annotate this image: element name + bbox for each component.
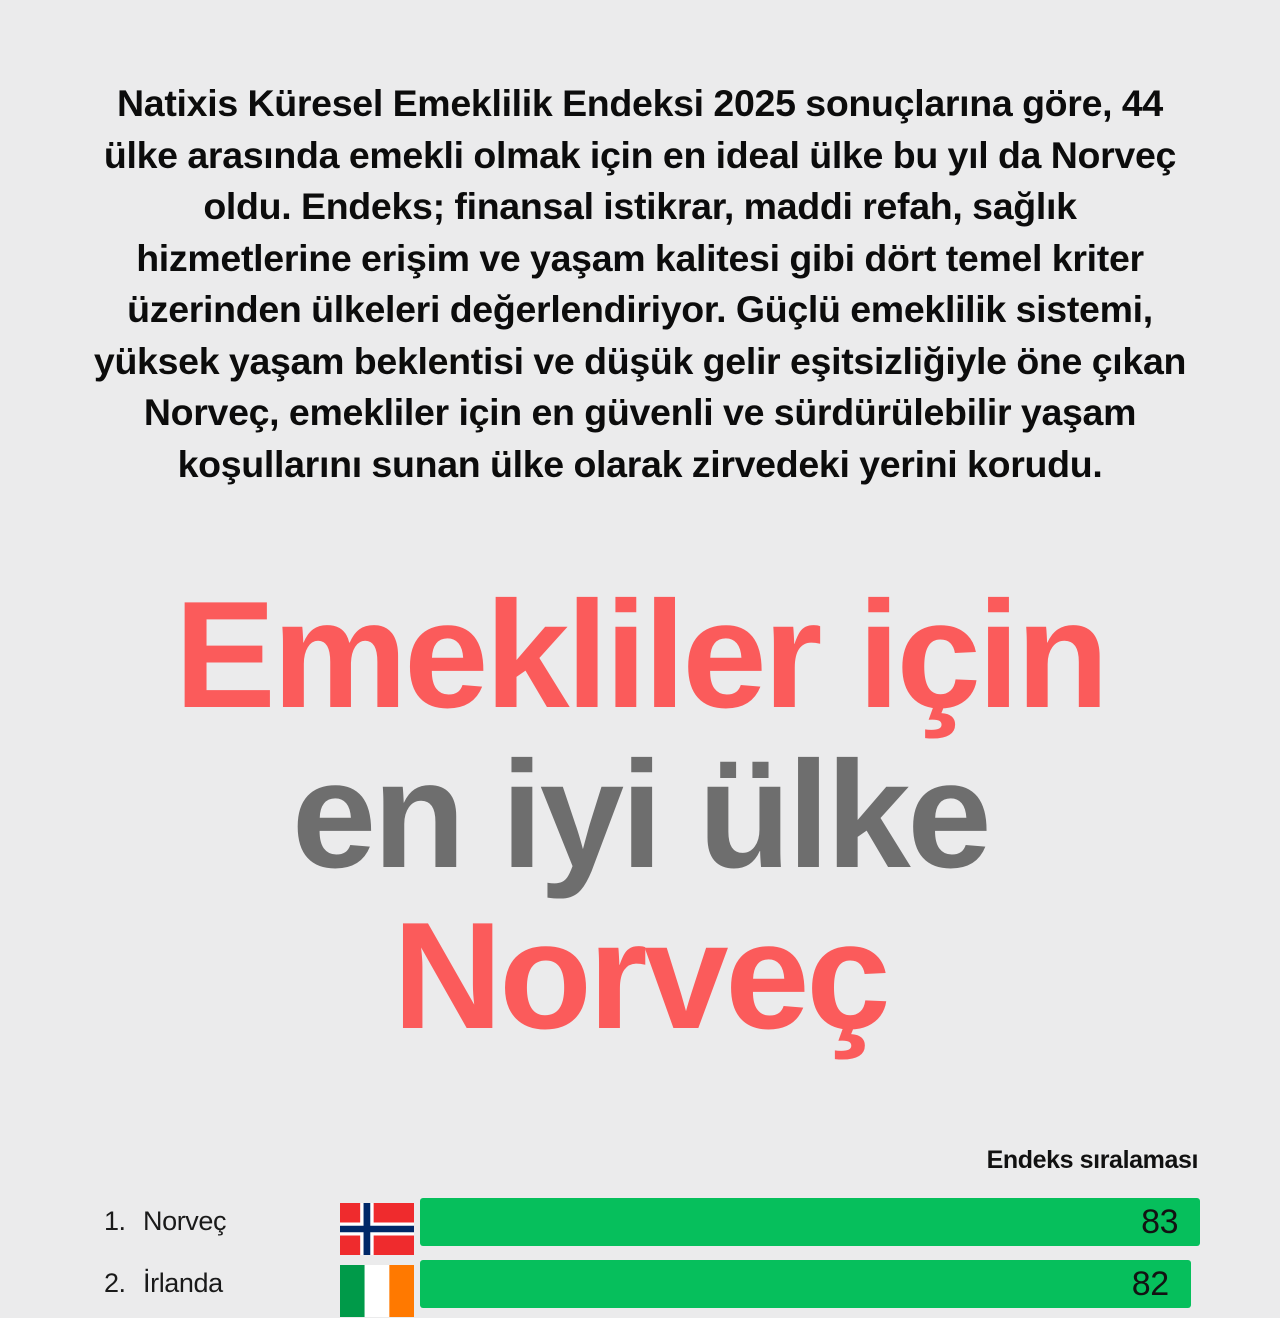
headline-line-3: Norveç: [392, 891, 888, 1061]
table-row: [0, 1194, 1280, 1249]
bar-value-label: 83: [1141, 1203, 1178, 1241]
ireland-flag-icon: [340, 1265, 414, 1317]
value-bar: [420, 1260, 1191, 1308]
bar-track: [420, 1198, 1200, 1246]
headline-line-2: en iyi ülke: [291, 730, 989, 900]
row-country-name: İrlanda: [143, 1268, 223, 1298]
headline-line-1: Emekliler için: [174, 570, 1106, 740]
row-rank: 1.: [104, 1206, 126, 1236]
table-row: [0, 1256, 1280, 1311]
bar-track: [420, 1260, 1200, 1308]
value-bar: [420, 1198, 1200, 1246]
intro-paragraph: Natixis Küresel Emeklilik Endeksi 2025 sonuçlarına göre, 44 ülke arasında emekli olmak için en ideal ülke bu yıl da Norveç oldu. Endeks; finansal istikrar, maddi refah, sağlık hizmetlerine erişim ve yaşam kalitesi gibi dört temel kriter üzerinden ülkeleri değerlendiriyor. Güçlü emeklilik sistemi, yüksek yaşam beklentisi ve düşük gelir eşitsizliğiyle öne çıkan Norveç, emekliler için en güvenli ve sürdürülebilir yaşam koşullarını sunan ülke olarak zirvedeki yerini korudu.: [93, 82, 1187, 485]
norway-flag-icon: [340, 1203, 414, 1255]
headline-block: [0, 570, 1280, 1061]
chart-title: Endeks sıralaması: [986, 1146, 1198, 1174]
bar-value-label: 82: [1131, 1265, 1169, 1303]
ranking-rows: [0, 1194, 1280, 1318]
row-rank: 2.: [104, 1268, 126, 1298]
index-ranking-chart: [0, 1146, 1280, 1303]
row-country-name: Norveç: [143, 1206, 227, 1236]
